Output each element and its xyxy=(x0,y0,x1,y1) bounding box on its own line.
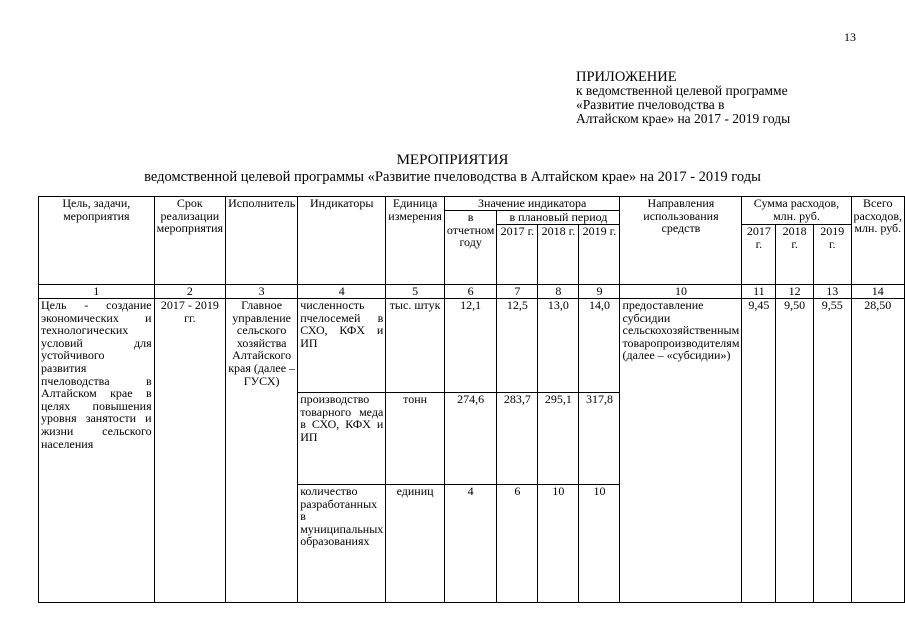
column-number: 2 xyxy=(154,285,225,299)
indicator-name: численность пчелосемей в СХО, КФХ и ИП xyxy=(298,299,386,393)
header-direction: Направления использования средств xyxy=(620,197,742,285)
term-cell: 2017 - 2019 гг. xyxy=(154,299,225,603)
indicator-unit: тонн xyxy=(386,393,445,485)
header-expenses: Сумма расходов, млн. руб. xyxy=(742,197,851,225)
document-heading xyxy=(0,152,905,186)
column-number: 8 xyxy=(538,285,579,299)
indicator-unit: единиц xyxy=(386,485,445,603)
indicator-name: количество разработанных в муниципальных образованиях xyxy=(298,485,386,603)
column-number: 7 xyxy=(497,285,538,299)
header-exp-2019: 2019 г. xyxy=(813,225,851,285)
indicator-2017-value: 283,7 xyxy=(497,393,538,485)
appendix-line: к ведомственной целевой программе xyxy=(576,83,788,98)
header-exp-2018: 2018 г. xyxy=(776,225,814,285)
column-number: 11 xyxy=(742,285,776,299)
header-exp-2017: 2017 г. xyxy=(742,225,776,285)
executor-cell: Главное управление сельского хозяйства Алтайского края (далее – ГУСХ) xyxy=(226,299,298,603)
header-indicators: Индикаторы xyxy=(298,197,386,285)
header-goal: Цель, задачи, мероприятия xyxy=(39,197,155,285)
column-number: 10 xyxy=(620,285,742,299)
indicator-2019-value: 10 xyxy=(579,485,620,603)
header-executor: Исполнитель xyxy=(226,197,298,285)
expense-2019: 9,55 xyxy=(813,299,851,603)
column-number: 6 xyxy=(444,285,496,299)
header-year-2017: 2017 г. xyxy=(497,225,538,285)
header-unit: Единица измерения xyxy=(386,197,445,285)
header-year-2019: 2019 г. xyxy=(579,225,620,285)
header-indicator-value: Значение индикатора xyxy=(444,197,620,211)
document-title: МЕРОПРИЯТИЯ xyxy=(396,152,509,168)
column-number: 5 xyxy=(386,285,445,299)
indicator-2017-value: 12,5 xyxy=(497,299,538,393)
indicator-2017-value: 6 xyxy=(497,485,538,603)
indicator-name: производство товарного меда в СХО, КФХ и ИП xyxy=(298,393,386,485)
column-number: 14 xyxy=(851,285,904,299)
goal-cell: Цель - создание экономических и технологических условий для устойчивого развития пчеловодства в Алтайском крае в целях повышения уровня занятости и жизни сельского населения xyxy=(39,299,155,603)
indicator-2018-value: 13,0 xyxy=(538,299,579,393)
page-number: 13 xyxy=(844,30,856,44)
column-number: 4 xyxy=(298,285,386,299)
column-number: 3 xyxy=(226,285,298,299)
expense-2017: 9,45 xyxy=(742,299,776,603)
column-number: 1 xyxy=(39,285,155,299)
direction-cell: предоставление субсидии сельскохозяйственным товаропроизводителям (далее – «субсидии») xyxy=(620,299,742,603)
indicator-report-value: 12,1 xyxy=(444,299,496,393)
column-number: 9 xyxy=(579,285,620,299)
expense-total: 28,50 xyxy=(851,299,904,603)
appendix-title: ПРИЛОЖЕНИЕ xyxy=(576,69,677,85)
header-total: Всего расходов, млн. руб. xyxy=(851,197,904,285)
indicator-report-value: 4 xyxy=(444,485,496,603)
indicator-2019-value: 317,8 xyxy=(579,393,620,485)
header-year-2018: 2018 г. xyxy=(538,225,579,285)
indicator-2019-value: 14,0 xyxy=(579,299,620,393)
header-plan-period: в плановый период xyxy=(497,211,620,225)
indicator-2018-value: 295,1 xyxy=(538,393,579,485)
table-row xyxy=(39,299,905,393)
appendix-line: «Развитие пчеловодства в xyxy=(576,97,725,112)
column-number: 12 xyxy=(776,285,814,299)
column-number-row xyxy=(39,285,905,299)
column-number: 13 xyxy=(813,285,851,299)
measures-table xyxy=(38,196,905,603)
indicator-2018-value: 10 xyxy=(538,485,579,603)
indicator-unit: тыс. штук xyxy=(386,299,445,393)
header-report-year: в отчетном году xyxy=(444,211,496,285)
appendix-block xyxy=(576,70,790,126)
expense-2018: 9,50 xyxy=(776,299,814,603)
header-term: Срок реализации мероприятия xyxy=(154,197,225,285)
document-subtitle: ведомственной целевой программы «Развитие пчеловодства в Алтайском крае» на 2017 - 2019 годы xyxy=(144,169,761,185)
appendix-line: Алтайском крае» на 2017 - 2019 годы xyxy=(576,111,791,126)
indicator-report-value: 274,6 xyxy=(444,393,496,485)
